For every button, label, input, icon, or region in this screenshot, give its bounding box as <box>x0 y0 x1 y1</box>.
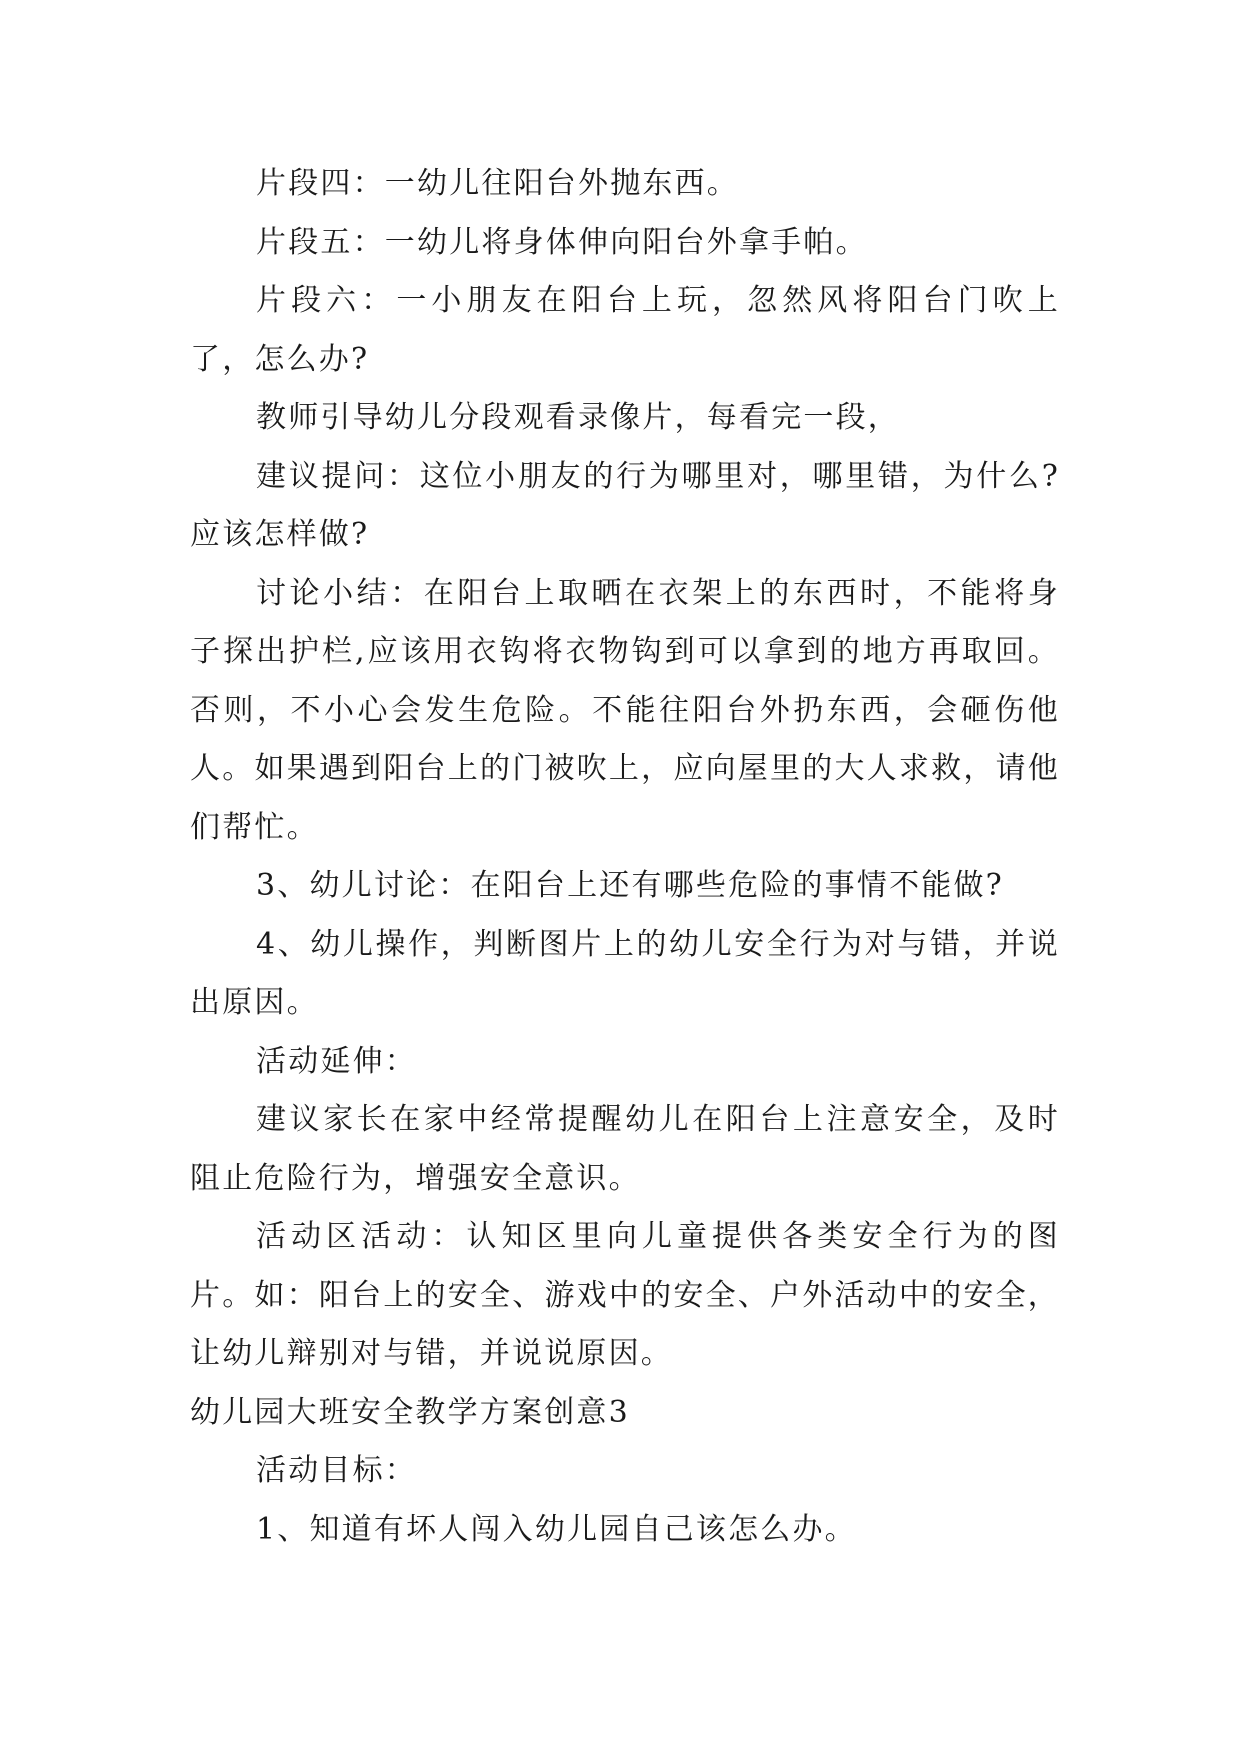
paragraph-activity-extension: 活动延伸： <box>256 1043 417 1079</box>
paragraph-clip-four: 片段四：一幼儿往阳台外抛东西。 <box>256 166 739 201</box>
paragraph-clip-six: 片段六：一小朋友在阳台上玩，忽然风将阳台门吹上了，怎么办? <box>190 283 1060 377</box>
paragraph-discussion-summary: 讨论小结：在阳台上取晒在衣架上的东西时，不能将身子探出护栏,应该用衣钩将衣物钩到可以拿到的地方再取回。否则，不小心会发生危险。不能往阳台外扔东西，会砸伤他人。如果遇到阳台上的门被吹上，应向屋里的大人求救，请他们帮忙。 <box>190 575 1060 845</box>
document-body <box>190 155 1060 1559</box>
paragraph-step-3: 3、幼儿讨论：在阳台上还有哪些危险的事情不能做? <box>256 868 1004 903</box>
paragraph-teacher-guide: 教师引导幼儿分段观看录像片，每看完一段， <box>256 400 900 435</box>
paragraph-step-4: 4、幼儿操作，判断图片上的幼儿安全行为对与错，并说出原因。 <box>190 926 1060 1020</box>
paragraph-clip-five: 片段五：一幼儿将身体伸向阳台外拿手帕。 <box>256 224 868 260</box>
paragraph-activity-goals: 活动目标： <box>256 1453 417 1488</box>
paragraph-parent-suggestion: 建议家长在家中经常提醒幼儿在阳台上注意安全，及时阻止危险行为，增强安全意识。 <box>190 1102 1060 1196</box>
paragraph-activity-area: 活动区活动：认知区里向儿童提供各类安全行为的图片。如：阳台上的安全、游戏中的安全、户外活动中的安全，让幼儿辩别对与错，并说说原因。 <box>190 1219 1060 1371</box>
paragraph-goal-1: 1、知道有坏人闯入幼儿园自己该怎么办。 <box>256 1511 857 1547</box>
section-heading: 幼儿园大班安全教学方案创意3 <box>190 1394 630 1430</box>
paragraph-suggested-questions: 建议提问：这位小朋友的行为哪里对，哪里错，为什么?应该怎样做? <box>190 458 1060 552</box>
